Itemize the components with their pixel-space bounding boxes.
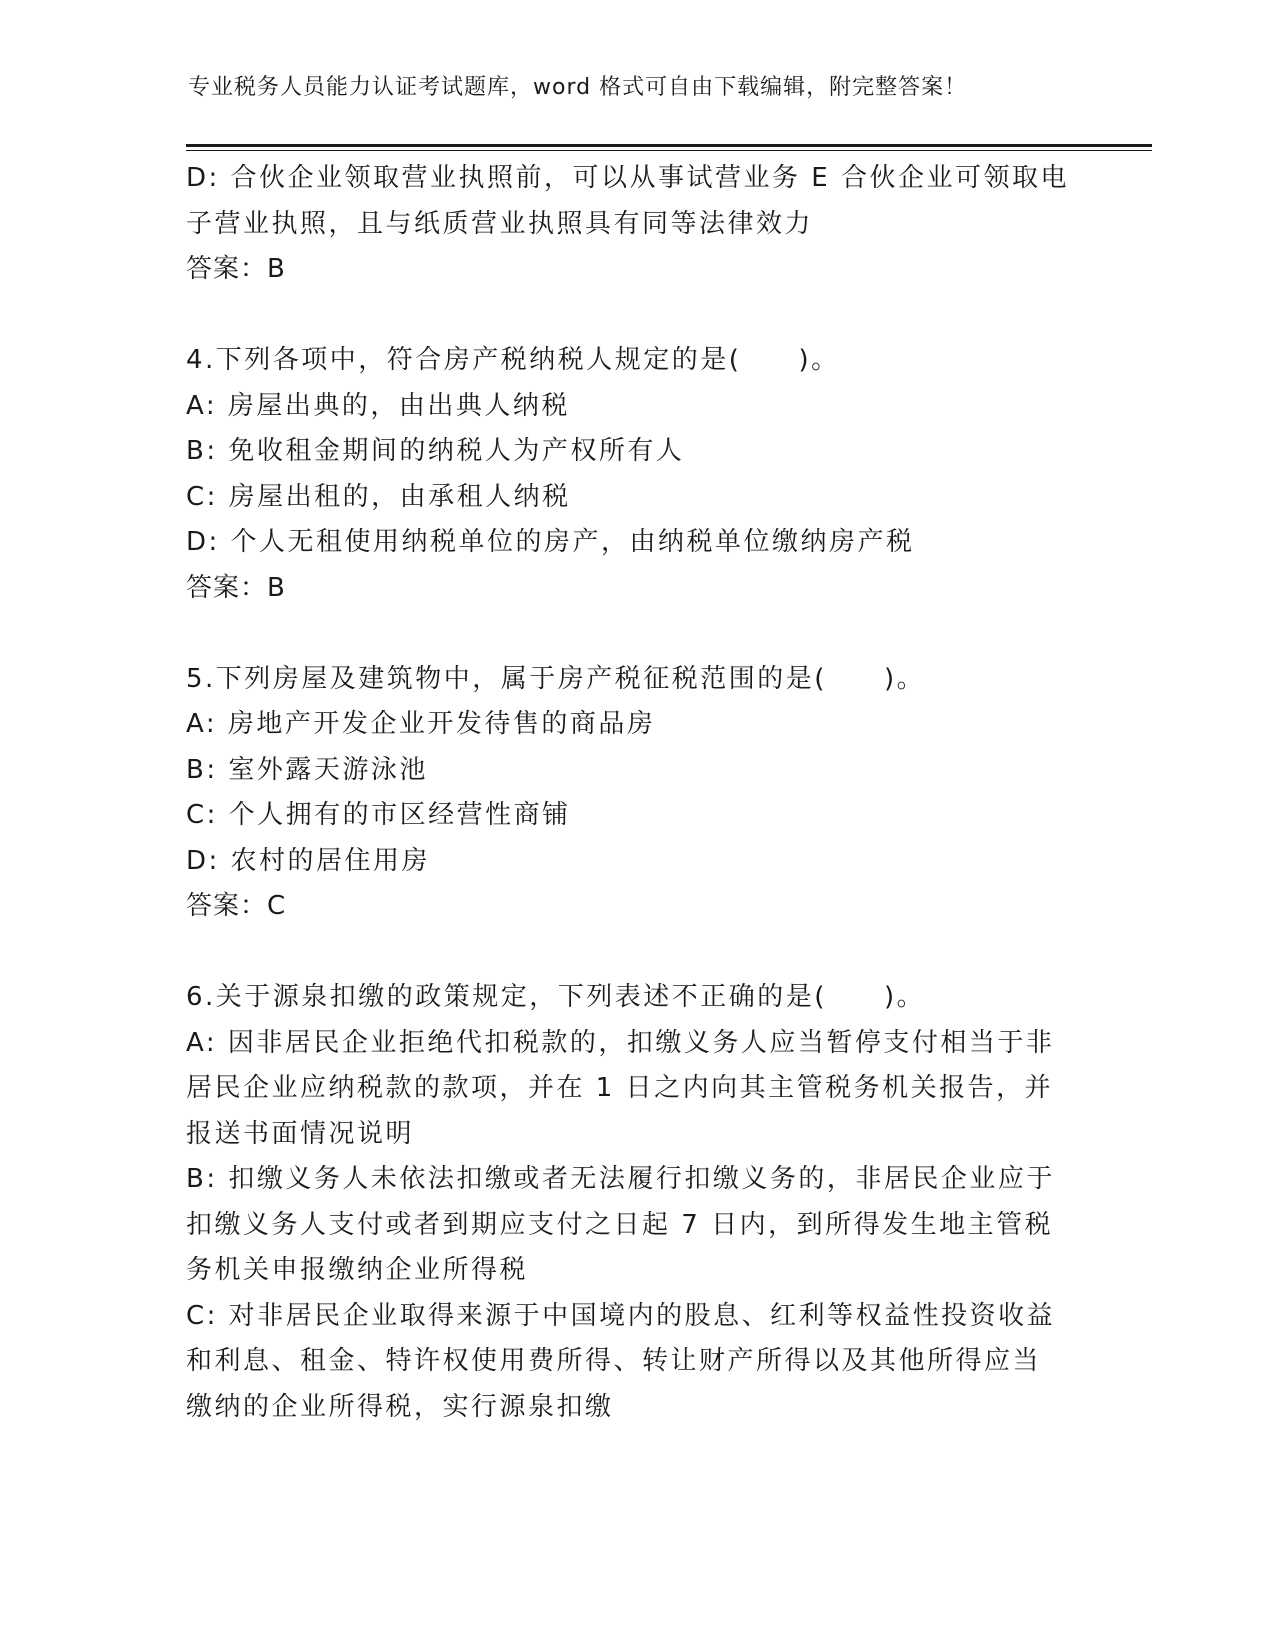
q5-option-c: C: 个人拥有的市区经营性商铺 (186, 800, 571, 830)
q5-option-d: D: 农村的居住用房 (186, 845, 431, 876)
q4-option-a: A: 房屋出典的，由出典人纳税 (186, 390, 570, 421)
q4-option-d: D: 个人无租使用纳税单位的房产，由纳税单位缴纳房产税 (186, 527, 915, 557)
q4-option-c: C: 房屋出租的，由承租人纳税 (186, 481, 571, 512)
q6-option-c-line-1: C: 对非居民企业取得来源于中国境内的股息、红利等权益性投资收益 (186, 1300, 1056, 1331)
q6-option-b-line-3: 务机关申报缴纳企业所得税 (186, 1255, 529, 1285)
spacer (186, 611, 1086, 657)
spacer (186, 930, 1086, 976)
q3-option-d-line-2: 子营业执照，且与纸质营业执照具有同等法律效力 (186, 208, 814, 239)
q6-option-a-line-3: 报送书面情况说明 (186, 1118, 415, 1149)
q6-option-b-line-1: B: 扣缴义务人未依法扣缴或者无法履行扣缴义务的，非居民企业应于 (186, 1164, 1055, 1194)
q4-option-b: B: 免收租金期间的纳税人为产权所有人 (186, 436, 685, 466)
q4-stem: 4.下列各项中，符合房产税纳税人规定的是( )。 (186, 345, 840, 375)
header-rule (186, 144, 1152, 151)
question-6 (186, 975, 1086, 1430)
question-5 (186, 657, 1086, 930)
q6-option-c-line-3: 缴纳的企业所得税，实行源泉扣缴 (186, 1391, 614, 1422)
q5-stem: 5.下列房屋及建筑物中，属于房产税征税范围的是( )。 (186, 663, 926, 694)
q5-answer: 答案：C (186, 891, 287, 921)
q5-option-a: A: 房地产开发企业开发待售的商品房 (186, 709, 656, 739)
q6-option-b-line-2: 扣缴义务人支付或者到期应支付之日起 7 日内，到所得发生地主管税 (186, 1209, 1054, 1240)
q3-answer: 答案：B (186, 254, 286, 284)
spacer (186, 293, 1086, 339)
q4-answer: 答案：B (186, 572, 286, 603)
q3-option-d-line-1: D: 合伙企业领取营业执照前，可以从事试营业务 E 合伙企业可领取电 (186, 163, 1070, 193)
q5-option-b: B: 室外露天游泳池 (186, 754, 428, 785)
document-body (186, 156, 1086, 1430)
q6-stem: 6.关于源泉扣缴的政策规定，下列表述不正确的是( )。 (186, 982, 926, 1012)
q6-option-c-line-2: 和利息、租金、特许权使用费所得、转让财产所得以及其他所得应当 (186, 1346, 1042, 1376)
question-3-continued (186, 156, 1086, 293)
q6-option-a-line-2: 居民企业应纳税款的款项，并在 1 日之内向其主管税务机关报告，并 (186, 1073, 1054, 1103)
q6-option-a-line-1: A: 因非居民企业拒绝代扣税款的，扣缴义务人应当暂停支付相当于非 (186, 1027, 1055, 1058)
page-header: 专业税务人员能力认证考试题库，word 格式可自由下载编辑，附完整答案！ (188, 75, 968, 100)
question-4 (186, 338, 1086, 611)
